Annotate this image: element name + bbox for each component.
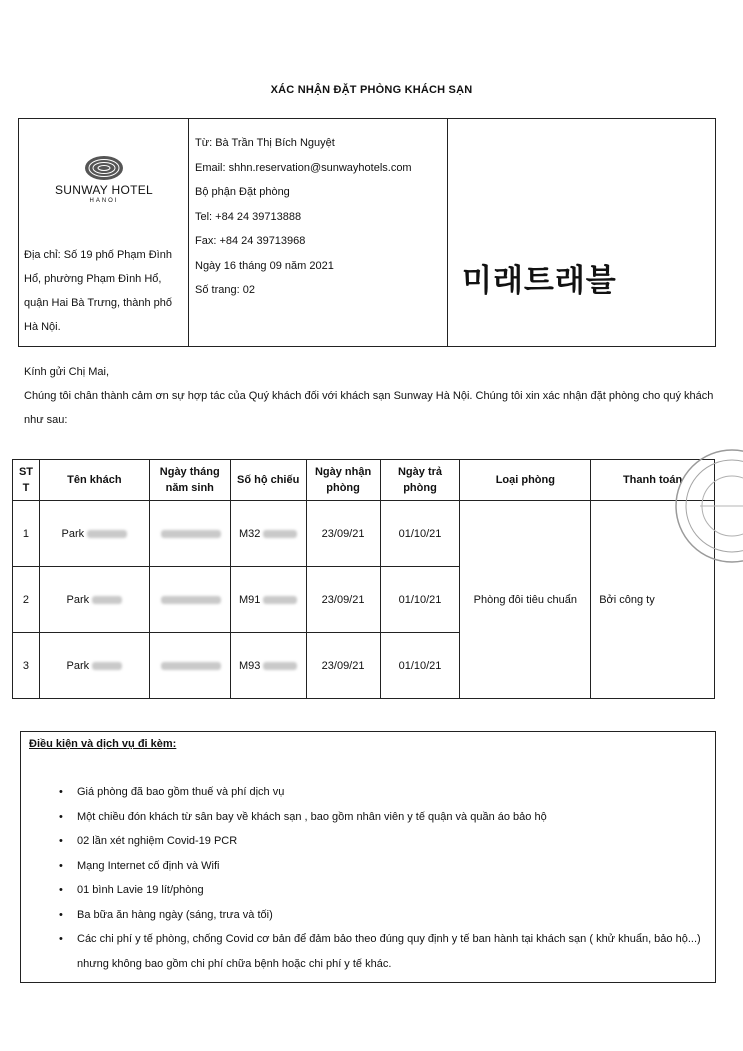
redacted-name <box>87 530 127 538</box>
header-box <box>18 118 716 347</box>
hotel-logo <box>19 155 189 204</box>
sunway-logo-icon <box>84 155 124 181</box>
row-checkin: 23/09/21 <box>306 633 380 699</box>
row-checkout: 01/10/21 <box>380 501 460 567</box>
greeting: Kính gửi Chị Mai, <box>24 366 110 378</box>
row-checkout: 01/10/21 <box>380 567 460 633</box>
header-checkout: Ngày trả phòng <box>380 460 460 501</box>
guest-table <box>12 459 715 699</box>
table-row <box>13 501 715 567</box>
company-stamp-icon <box>670 446 743 566</box>
header-passport: Số hộ chiếu <box>230 460 306 501</box>
row-passport: M32 <box>230 501 306 567</box>
header-stt: ST T <box>13 460 40 501</box>
hotel-city: HANOI <box>89 198 119 204</box>
row-passport: M93 <box>230 633 306 699</box>
header-dob: Ngày tháng năm sinh <box>149 460 230 501</box>
row-stt: 1 <box>13 501 40 567</box>
row-stt: 2 <box>13 567 40 633</box>
contact-date: Ngày 16 tháng 09 năm 2021 <box>195 259 334 272</box>
redacted-dob <box>161 530 221 538</box>
list-item: • 01 bình Lavie 19 lít/phòng <box>59 878 709 903</box>
contact-pages: Số trang: 02 <box>195 284 255 296</box>
redacted-dob <box>161 662 221 670</box>
list-item: • Một chiều đón khách từ sân bay về khách sạn , bao gồm nhân viên y tế quận và quần áo bảo hộ <box>59 805 709 830</box>
row-name: Park <box>39 501 149 567</box>
conditions-title: Điều kiện và dịch vụ đi kèm: <box>29 738 177 750</box>
redacted-dob <box>161 596 221 604</box>
row-dob <box>149 633 230 699</box>
list-item: • Giá phòng đã bao gồm thuế và phí dịch vụ <box>59 780 709 805</box>
row-checkin: 23/09/21 <box>306 567 380 633</box>
contact-tel: Tel: +84 24 39713888 <box>195 210 302 223</box>
list-item: • Ba bữa ăn hàng ngày (sáng, trưa và tối) <box>59 903 709 928</box>
redacted-name <box>92 662 122 670</box>
contact-cell <box>189 119 448 346</box>
hotel-address: Địa chỉ: Số 19 phố Phạm Đình Hổ, phường Phạm Đình Hổ, quận Hai Bà Trưng, thành phố Hà Nội. <box>24 249 173 333</box>
row-stt: 3 <box>13 633 40 699</box>
hotel-name: SUNWAY HOTEL <box>54 183 154 197</box>
conditions-list <box>59 780 709 976</box>
redacted-passport <box>263 530 297 538</box>
row-passport: M91 <box>230 567 306 633</box>
recipient-company: 미래트래블 <box>462 263 617 299</box>
list-item: • Các chi phí y tế phòng, chống Covid cơ bản để đảm bảo theo đúng quy định y tế ban hành tại khách sạn ( khử khuẩn, bảo hộ...) nhưng không bao gồm chi phí chữa bệnh hoặc chi phí y tế khác. <box>59 927 709 976</box>
row-dob <box>149 501 230 567</box>
row-checkin: 23/09/21 <box>306 501 380 567</box>
contact-department: Bộ phận Đặt phòng <box>195 186 290 198</box>
header-room: Loại phòng <box>460 460 591 501</box>
redacted-passport <box>263 596 297 604</box>
contact-email: Email: shhn.reservation@sunwayhotels.com <box>195 161 412 174</box>
list-item: • 02 lần xét nghiệm Covid-19 PCR <box>59 829 709 854</box>
table-header-row <box>13 460 715 501</box>
payment: Bởi công ty <box>591 501 715 699</box>
row-checkout: 01/10/21 <box>380 633 460 699</box>
hotel-info-cell <box>19 119 189 346</box>
contact-from: Từ: Bà Trần Thị Bích Nguyệt <box>195 137 335 149</box>
header-payment: Thanh toán <box>591 460 715 501</box>
conditions-box <box>20 731 716 983</box>
header-name: Tên khách <box>39 460 149 501</box>
page-title: XÁC NHẬN ĐẶT PHÒNG KHÁCH SẠN <box>270 84 473 96</box>
intro-section <box>24 360 714 432</box>
recipient-cell <box>448 119 715 346</box>
row-dob <box>149 567 230 633</box>
list-item: • Mạng Internet cố định và Wifi <box>59 854 709 879</box>
header-checkin: Ngày nhận phòng <box>306 460 380 501</box>
row-name: Park <box>39 567 149 633</box>
redacted-passport <box>263 662 297 670</box>
redacted-name <box>92 596 122 604</box>
contact-fax: Fax: +84 24 39713968 <box>195 235 306 247</box>
intro-text: Chúng tôi chân thành cảm ơn sự hợp tác của Quý khách đối với khách sạn Sunway Hà Nội. Chúng tôi xin xác nhận đặt phòng cho quý khách như sau: <box>24 390 714 426</box>
room-type: Phòng đôi tiêu chuẩn <box>460 501 591 699</box>
row-name: Park <box>39 633 149 699</box>
